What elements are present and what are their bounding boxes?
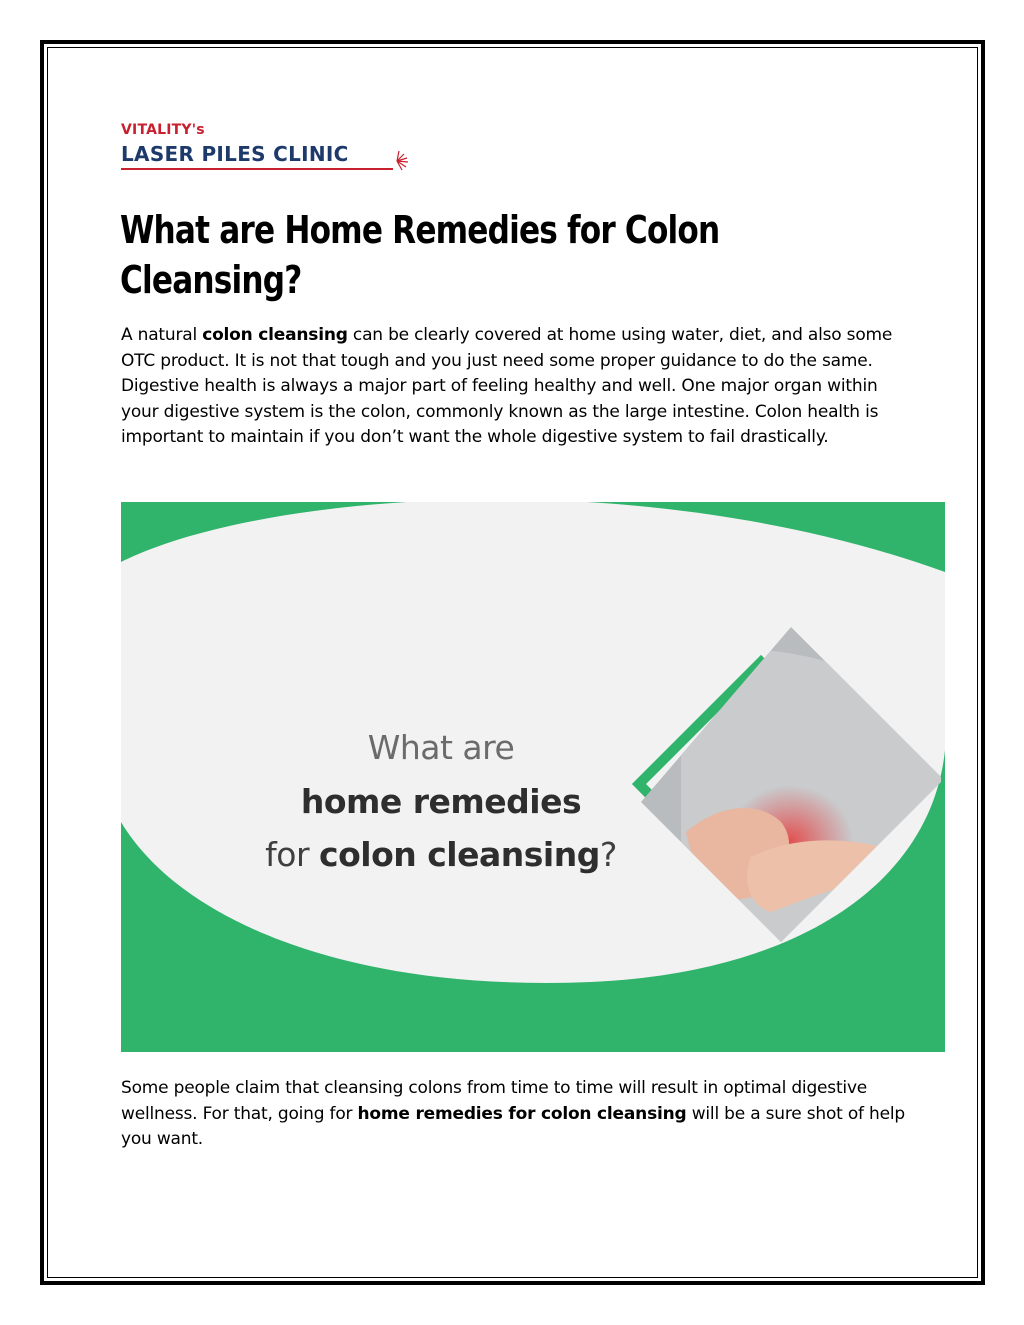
laser-burst-icon: [393, 146, 415, 176]
hero-line-2: [121, 782, 761, 821]
clinic-logo: [121, 118, 421, 188]
hero-line-3-prefix: for: [265, 835, 320, 874]
hero-line-3: [121, 835, 761, 874]
logo-line1: VITALITY's: [121, 122, 205, 138]
logo-line2: LASER PILES CLINIC: [121, 142, 349, 166]
second-paragraph: [121, 1076, 911, 1153]
intro-text-start: A natural: [121, 325, 203, 345]
hero-background-shapes: [121, 502, 945, 1052]
hero-banner-image: [121, 502, 945, 1052]
intro-text-end: can be clearly covered at home using water, diet, and also some OTC product. It is not that tough and you just need some proper guidance to do the same. Digestive health is always a major part of feeling healthy and well. One major organ within your digestive system is the colon, commonly known as the large intestine. Colon health is important to maintain if you don’t want the whole digestive system to fail drastically.: [121, 325, 893, 448]
intro-paragraph: [121, 323, 911, 451]
second-text-end: will be a sure shot of help you want.: [121, 1103, 905, 1150]
hero-line-2-bold: home remedies: [300, 782, 582, 821]
logo-underline: [121, 168, 393, 170]
hero-line-3-bold: colon cleansing: [319, 835, 600, 874]
second-text-start: Some people claim that cleansing colons from time to time will result in optimal digestive wellness. For that, going for: [121, 1078, 868, 1124]
page-title: What are Home Remedies for Colon Cleansing?: [120, 208, 720, 302]
intro-bold-term: colon cleansing: [202, 325, 348, 345]
second-bold-term: home remedies for colon cleansing: [357, 1103, 687, 1124]
hero-line-1: What are: [367, 728, 515, 767]
hero-line-3-suffix: ?: [599, 835, 617, 874]
